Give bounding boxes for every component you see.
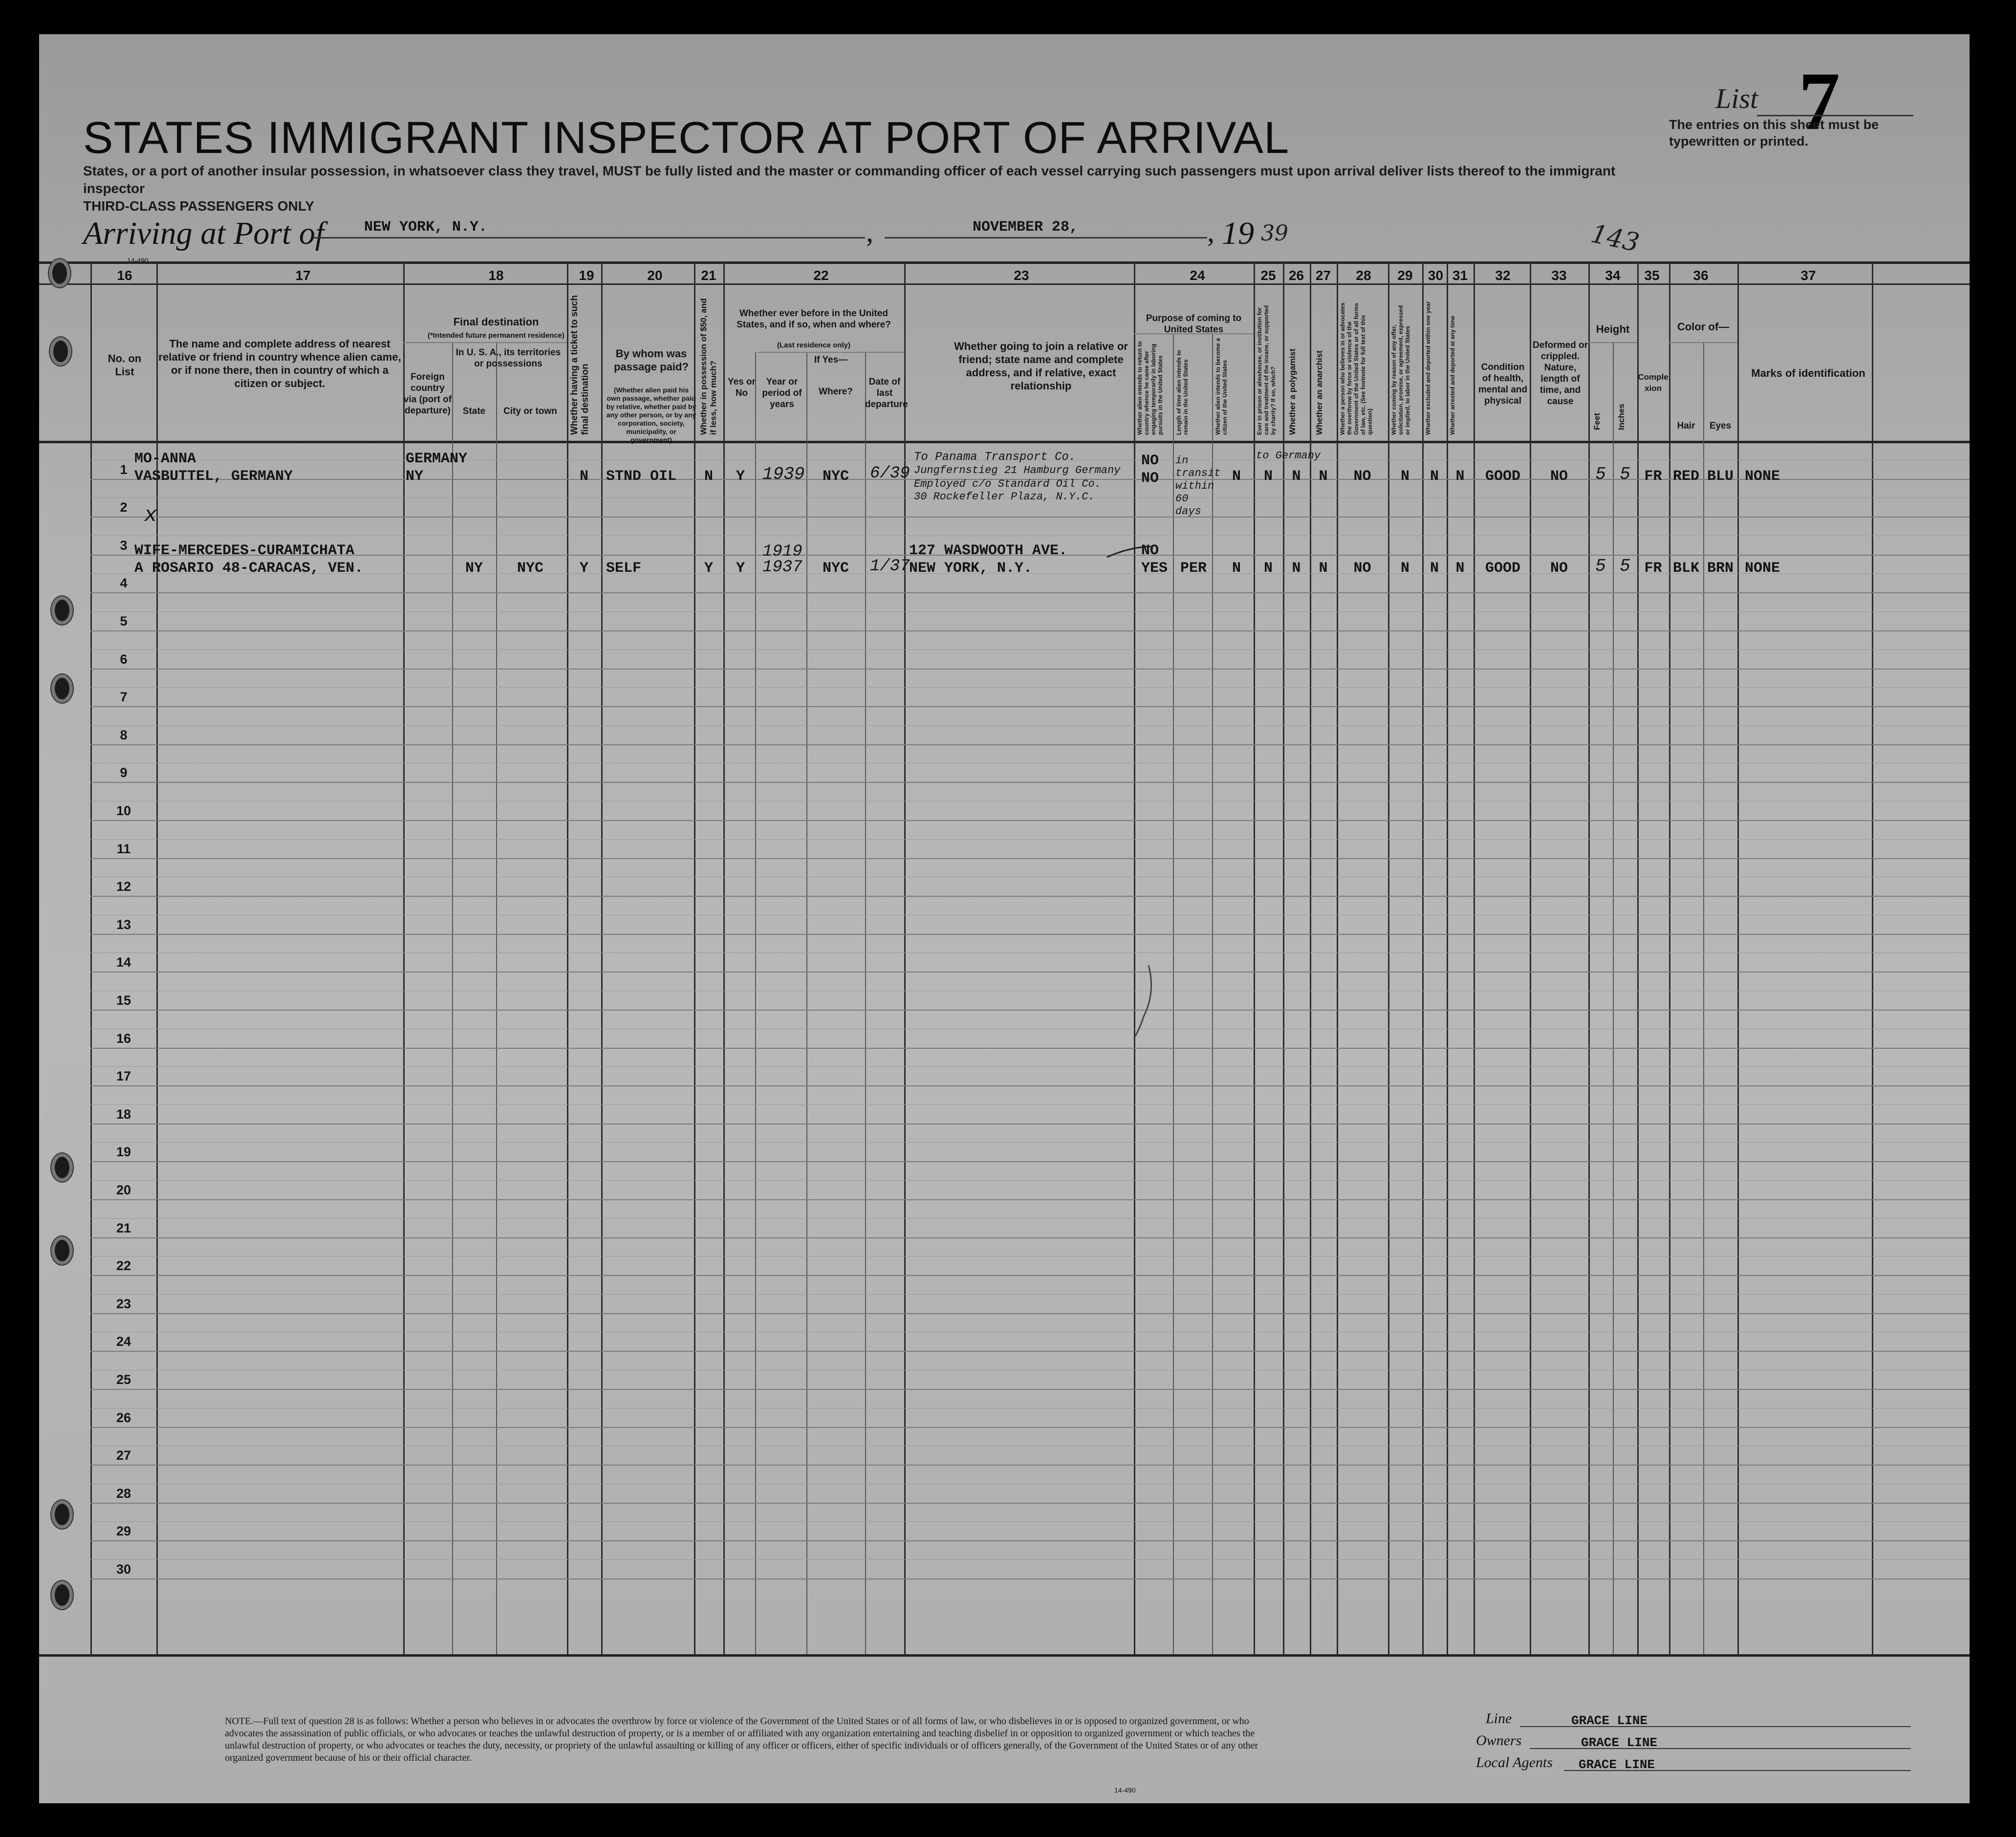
row1-citizen: N xyxy=(1232,468,1241,485)
row3-joining-line2: NEW YORK, N.Y. xyxy=(909,560,1033,577)
row3-q31: N xyxy=(1455,560,1465,577)
colnum-35: 35 xyxy=(1644,268,1660,283)
row1-purpose-a2: NO xyxy=(1141,470,1159,487)
header-deformed: Deformed or crippled. Nature, length of time, and cause xyxy=(1533,340,1588,407)
header-relative: The name and complete address of nearest relative or friend in country whence alien came, or if none there, then in country of which a citizen or subject. xyxy=(158,338,401,389)
binder-hole xyxy=(50,337,71,366)
header-q30: Whether excluded and deported within one year xyxy=(1425,301,1431,435)
row3-health: GOOD xyxy=(1485,560,1520,577)
row-number: 15 xyxy=(116,993,131,1008)
header-date-departure: Date of last departure xyxy=(865,377,908,410)
table-bottom-rule xyxy=(39,1654,1970,1657)
row-rule xyxy=(90,1199,1970,1200)
row-number: 17 xyxy=(116,1069,131,1083)
row1-prison: N xyxy=(1263,468,1273,485)
binder-hole xyxy=(49,259,70,287)
row-number: 11 xyxy=(116,842,131,856)
row1-last-departure: 6/39 xyxy=(870,464,910,483)
row3-state: NY xyxy=(465,560,483,577)
row3-year-line1: 1919 xyxy=(762,542,802,561)
header-feet: Feet xyxy=(1592,413,1602,430)
colnum-16: 16 xyxy=(117,268,132,283)
colnum-19: 19 xyxy=(579,268,594,283)
row1-joining-line3: Employed c/o Standard Oil Co. xyxy=(914,478,1101,490)
colnum-22: 22 xyxy=(813,268,829,283)
row3-relative-line1: WIFE-MERCEDES-CURAMICHATA xyxy=(134,542,355,559)
row-rule xyxy=(90,1351,1970,1352)
row3-inches: 5 xyxy=(1620,556,1630,576)
header-no-on-list: No. on List xyxy=(108,352,142,378)
comma-separator-2: , xyxy=(1207,216,1214,248)
header-passage-paid: By whom was passage paid? xyxy=(614,347,689,373)
comma-separator: , xyxy=(866,216,873,248)
header-final-dest-rule xyxy=(403,342,567,343)
agents-label: Local Agents xyxy=(1476,1754,1553,1771)
row1-joining-line4: 30 Rockefeller Plaza, N.Y.C. xyxy=(914,491,1095,503)
row-number: 19 xyxy=(116,1145,131,1159)
owners-value: GRACE LINE xyxy=(1581,1735,1658,1750)
column-rule xyxy=(496,342,497,1654)
row-rule xyxy=(90,630,1970,631)
row3-purpose-a2: YES xyxy=(1141,560,1168,577)
row-number: 9 xyxy=(120,765,128,780)
header-purpose-return: Whether alien intends to return to country whence he came after engaging temporarily in laboring pursuits in the United States xyxy=(1136,341,1164,435)
column-rule xyxy=(1613,342,1614,1654)
row3-ticket: Y xyxy=(579,560,588,577)
row-number: 23 xyxy=(116,1297,131,1311)
row-number: 5 xyxy=(120,614,128,628)
colnum-31: 31 xyxy=(1452,268,1468,283)
port-value: NEW YORK, N.Y. xyxy=(364,219,488,236)
header-purpose-length: Length of time alien intends to remain in the United States xyxy=(1175,350,1189,435)
row-subrule xyxy=(90,725,1970,726)
row3-money: Y xyxy=(704,560,713,577)
row3-eyes: BRN xyxy=(1707,560,1734,577)
header-anarchist: Whether an anarchist xyxy=(1315,350,1324,435)
row-subrule xyxy=(90,649,1970,650)
header-eyes: Eyes xyxy=(1709,421,1732,431)
line-label: Line xyxy=(1486,1710,1512,1727)
row-rule xyxy=(90,1503,1970,1504)
row3-complexion: FR xyxy=(1644,560,1662,577)
header-purpose: Purpose of coming to United States xyxy=(1146,313,1242,335)
row1-joining-line1: To Panama Transport Co. xyxy=(914,451,1076,464)
row1-q31: N xyxy=(1455,468,1465,485)
row-subrule xyxy=(90,839,1970,840)
row-subrule xyxy=(90,1142,1970,1143)
colnum-20: 20 xyxy=(647,268,663,283)
row3-citizen: N xyxy=(1232,560,1241,577)
row-rule xyxy=(90,1389,1970,1390)
row1-foreign-line1: GERMANY xyxy=(406,451,468,467)
form-code-top: 14-490 xyxy=(127,257,149,264)
header-inches: Inches xyxy=(1617,404,1626,430)
row-number: 20 xyxy=(116,1183,131,1197)
binder-hole xyxy=(51,674,73,703)
arriving-label: Arriving at Port of xyxy=(83,216,325,251)
row1-annot-25: to Germany xyxy=(1256,450,1321,462)
row3-q29: N xyxy=(1400,560,1409,577)
row1-ever-before: Y xyxy=(736,468,745,485)
row-rule xyxy=(90,858,1970,859)
row1-polygamist: N xyxy=(1292,468,1301,485)
row-number: 8 xyxy=(120,728,128,742)
row-subrule xyxy=(90,687,1970,688)
header-bottom-rule xyxy=(39,441,1970,443)
column-rule xyxy=(1703,342,1704,1654)
row-number: 24 xyxy=(116,1334,131,1349)
row1-paid-by: STND OIL xyxy=(606,468,677,485)
row-rule xyxy=(90,1010,1970,1011)
row3-relative-line2: A ROSARIO 48-CARACAS, VEN. xyxy=(134,560,364,577)
header-complexion: Complexion xyxy=(1638,372,1669,393)
row-rule xyxy=(90,669,1970,670)
row1-relative-line1: MO-ANNA xyxy=(134,451,196,467)
header-marks: Marks of identification xyxy=(1751,367,1865,379)
header-height-rule xyxy=(1588,342,1637,343)
row-number: 3 xyxy=(120,538,128,553)
colnum-28: 28 xyxy=(1356,268,1371,283)
row3-q28: NO xyxy=(1353,560,1371,577)
row1-hair: RED xyxy=(1672,468,1699,485)
row-rule xyxy=(90,1540,1970,1541)
row-rule xyxy=(90,972,1970,973)
header-height: Height xyxy=(1596,323,1630,335)
row-number: 28 xyxy=(116,1486,131,1501)
pencil-stroke xyxy=(1129,963,1168,1041)
header-final-destination-sub: (*Intended future permanent residence) xyxy=(427,331,565,340)
row3-joining-line1: 127 WASDWOOTH AVE. xyxy=(909,542,1068,559)
agents-value: GRACE LINE xyxy=(1579,1757,1655,1772)
row3-paid-by: SELF xyxy=(606,560,642,577)
row-rule xyxy=(90,1578,1970,1579)
row1-relative-line2: VASBUTTEL, GERMANY xyxy=(134,468,293,485)
row1-purpose-a: NO xyxy=(1141,453,1159,469)
row-subrule xyxy=(90,1294,1970,1295)
row1-foreign-line2: NY xyxy=(406,468,424,485)
row1-where: NYC xyxy=(822,468,849,485)
row3-prison: N xyxy=(1263,560,1273,577)
row-subrule xyxy=(90,1066,1970,1067)
colnum-30: 30 xyxy=(1428,268,1444,283)
row-number: 14 xyxy=(116,955,131,970)
column-rule xyxy=(452,342,453,1654)
row-rule xyxy=(90,1275,1970,1276)
row-subrule xyxy=(90,1218,1970,1219)
row-subrule xyxy=(90,1559,1970,1560)
row1-q29: N xyxy=(1400,468,1409,485)
header-color-rule xyxy=(1669,342,1737,343)
row-rule xyxy=(90,1237,1970,1238)
year-suffix: 39 xyxy=(1261,221,1288,246)
row-rule xyxy=(90,934,1970,935)
list-note: The entries on this sheet must be typewritten or printed. xyxy=(1669,117,1879,149)
row-rule xyxy=(90,517,1970,518)
row3-deformed: NO xyxy=(1550,560,1568,577)
row-rule xyxy=(90,1465,1970,1466)
row-subrule xyxy=(90,1180,1970,1181)
row-subrule xyxy=(90,1521,1970,1522)
header-health: Condition of health, mental and physical xyxy=(1478,362,1528,406)
form-subtitle xyxy=(83,162,1623,215)
colnum-33: 33 xyxy=(1551,268,1567,283)
row-rule xyxy=(90,1427,1970,1428)
column-rule xyxy=(865,352,866,1654)
row3-hair: BLK xyxy=(1672,560,1699,577)
date-value: NOVEMBER 28, xyxy=(973,219,1079,236)
row-subrule xyxy=(90,952,1970,953)
header-passage-paid-sub: (Whether alien paid his own passage, whether paid by relative, whether paid by any other person, or by any corporation, society, municipality, or government) xyxy=(606,386,696,444)
year-prefix: 19 xyxy=(1222,216,1254,251)
row1-eyes: BLU xyxy=(1707,468,1734,485)
colnum-26: 26 xyxy=(1288,268,1304,283)
row3-anarchist: N xyxy=(1319,560,1328,577)
row-rule xyxy=(90,1313,1970,1314)
table-top-rule xyxy=(39,261,1970,264)
row-number: 10 xyxy=(116,803,131,818)
colnum-27: 27 xyxy=(1315,268,1331,283)
row-rule xyxy=(90,1085,1970,1086)
row-rule xyxy=(90,706,1970,707)
row3-where: NYC xyxy=(822,560,849,577)
header-in-usa: In U. S. A., its territories or possessions xyxy=(455,347,561,369)
row-rule xyxy=(90,744,1970,745)
row-number: 18 xyxy=(116,1107,131,1122)
colnum-37: 37 xyxy=(1800,268,1816,283)
row1-q30: N xyxy=(1430,468,1439,485)
column-rule xyxy=(806,352,807,1654)
header-money: Whether in possession of $50, and if less, how much? xyxy=(699,298,718,435)
header-polygamist: Whether a polygamist xyxy=(1288,348,1297,435)
row1-deformed: NO xyxy=(1550,468,1568,485)
header-ticket: Whether having a ticket to such final destination xyxy=(569,295,590,435)
form-title: STATES IMMIGRANT INSPECTOR AT PORT OF ARRIVAL xyxy=(83,113,1290,163)
header-ever-before: Whether ever before in the United States, and if so, when and where? xyxy=(737,308,891,330)
colnum-34: 34 xyxy=(1605,268,1621,283)
row3-dash-stroke xyxy=(1105,542,1153,562)
list-number: 7 xyxy=(1799,55,1840,147)
row1-ticket: N xyxy=(579,468,588,485)
header-ever-before-sub: (Last residence only) xyxy=(777,341,851,349)
column-rule xyxy=(1173,333,1174,1654)
header-if-yes: If Yes— xyxy=(814,355,848,365)
colnum-25: 25 xyxy=(1260,268,1276,283)
colnum-32: 32 xyxy=(1495,268,1511,283)
form-subtitle-line2: THIRD-CLASS PASSENGERS ONLY xyxy=(83,198,314,214)
row-subrule xyxy=(90,611,1970,612)
header-q28: Whether a person who believes in or advocates the overthrow by force or violence of the Government of the United States or of all forms of law, etc. (See footnote for full text of this question) xyxy=(1339,303,1373,435)
row2-mark: x xyxy=(144,503,157,528)
row3-city: NYC xyxy=(517,560,543,577)
list-label: List xyxy=(1715,83,1758,114)
row-number: 1 xyxy=(120,462,128,477)
colnum-rule xyxy=(39,283,1970,285)
header-hair: Hair xyxy=(1677,421,1695,431)
header-year: Year or period of years xyxy=(762,377,802,410)
row1-length-of-stay: in transit within 60 days xyxy=(1175,454,1221,518)
row-number: 27 xyxy=(116,1448,131,1463)
row-rule xyxy=(90,592,1970,593)
header-prison: Ever in prison or almshouse, or institution for care and treatment of the insane, or supported by charity? If so, which? xyxy=(1256,305,1277,435)
row3-purpose-a: NO xyxy=(1141,542,1159,559)
port-underline xyxy=(313,237,865,238)
row-number: 4 xyxy=(120,576,128,590)
row-number: 7 xyxy=(120,690,128,704)
binder-hole xyxy=(51,596,73,625)
colnum-17: 17 xyxy=(295,268,311,283)
binder-hole xyxy=(51,1153,73,1182)
row-number: 16 xyxy=(116,1031,131,1046)
row3-length-of-stay: PER xyxy=(1180,560,1207,577)
row-number: 25 xyxy=(116,1372,131,1387)
header-foreign-country: Foreign country via (port of departure) xyxy=(403,372,452,416)
row-rule xyxy=(90,1048,1970,1049)
row1-health: GOOD xyxy=(1485,468,1520,485)
row-number: 13 xyxy=(116,917,131,932)
colnum-18: 18 xyxy=(488,268,504,283)
header-purpose-rule xyxy=(1134,333,1254,334)
row1-money: N xyxy=(704,468,713,485)
row3-feet: 5 xyxy=(1595,556,1606,576)
row3-marks: NONE xyxy=(1745,560,1780,577)
row1-joining-line2: Jungfernstieg 21 Hamburg Germany xyxy=(914,464,1121,476)
line-value: GRACE LINE xyxy=(1571,1713,1648,1728)
row-number: 26 xyxy=(116,1410,131,1425)
row-number: 12 xyxy=(116,879,131,894)
date-underline xyxy=(885,237,1207,238)
row-number: 29 xyxy=(116,1524,131,1538)
row-rule xyxy=(90,782,1970,783)
row-rule xyxy=(90,1161,1970,1162)
row3-year-line2: 1937 xyxy=(762,558,802,577)
row-number: 2 xyxy=(120,500,128,515)
header-q29: Whether coming by reason of any offer, solicitation, promise, or agreement, expressed or implied, to labor in the United States xyxy=(1390,305,1411,435)
colnum-21: 21 xyxy=(701,268,716,283)
colnum-36: 36 xyxy=(1693,268,1709,283)
row1-marks: NONE xyxy=(1745,468,1780,485)
column-rule xyxy=(755,352,756,1654)
colnum-23: 23 xyxy=(1014,268,1029,283)
header-city: City or town xyxy=(503,406,557,416)
row-rule xyxy=(90,896,1970,897)
row-number: 30 xyxy=(116,1562,131,1577)
header-going-to-join: Whether going to join a relative or friend; state name and complete address, and if relative, exact relationship xyxy=(954,340,1128,392)
row1-q28: NO xyxy=(1353,468,1371,485)
header-state: State xyxy=(462,406,486,416)
stamp-number: 143 xyxy=(1588,219,1642,258)
row-subrule xyxy=(90,1104,1970,1105)
row3-q30: N xyxy=(1430,560,1439,577)
binder-hole xyxy=(51,1500,73,1529)
header-where: Where? xyxy=(819,387,853,397)
owners-label: Owners xyxy=(1476,1732,1522,1749)
header-purpose-citizen: Whether alien intends to become a citizen of the United States xyxy=(1214,338,1228,435)
row1-year: 1939 xyxy=(762,464,805,484)
form-subtitle-line1: States, or a port of another insular possession, in whatsoever class they travel, MUST be fully listed and the master or commanding officer of each vessel carrying such passengers must upon arrival deliver lists thereof to the immigrant inspector xyxy=(83,163,1616,196)
form-code-bottom: 14-490 xyxy=(1114,1786,1136,1794)
column-rule xyxy=(1212,333,1213,1654)
row3-polygamist: N xyxy=(1292,560,1301,577)
row3-ever-before: Y xyxy=(736,560,745,577)
row-number: 21 xyxy=(116,1221,131,1235)
header-yes-no: Yes or No xyxy=(727,377,756,398)
row-number: 6 xyxy=(120,652,128,667)
colnum-29: 29 xyxy=(1397,268,1413,283)
binder-hole xyxy=(51,1236,73,1265)
row1-feet: 5 xyxy=(1595,464,1606,484)
header-if-yes-rule xyxy=(758,352,904,353)
row1-complexion: FR xyxy=(1644,468,1662,485)
binder-hole xyxy=(51,1581,73,1609)
header-final-destination: Final destination xyxy=(453,316,539,328)
header-color: Color of— xyxy=(1677,321,1730,333)
colnum-24: 24 xyxy=(1190,268,1205,283)
header-q31: Whether arrested and deported at any time xyxy=(1449,315,1456,435)
row-number: 22 xyxy=(116,1258,131,1273)
row3-last-departure: 1/37 xyxy=(870,557,910,576)
row-rule xyxy=(90,820,1970,821)
footnote-q28: NOTE.—Full text of question 28 is as follows: Whether a person who believes in or advocates the overthrow by force or violence of the Government of the United States or of all forms of law, or who disbelieves in or is opposed to organized government, or who advocates the assassination of public officials, or who advocates or teaches the unlawful destruction of property, or is a member of or affiliated with any organization entertaining and teaching disbelief in or opposition to organized government or which teaches the unlawful destruction of property, or who advocates or teaches the duty, necessity, or propriety of the unlawful assaulting or killing of any officer or officers, either of specific individuals or of officers generally, of the Government of the United States or of any other organized government because of his or their official character. xyxy=(225,1716,1258,1763)
row1-inches: 5 xyxy=(1620,464,1630,484)
row1-anarchist: N xyxy=(1319,468,1328,485)
manifest-sheet xyxy=(39,34,1970,1803)
